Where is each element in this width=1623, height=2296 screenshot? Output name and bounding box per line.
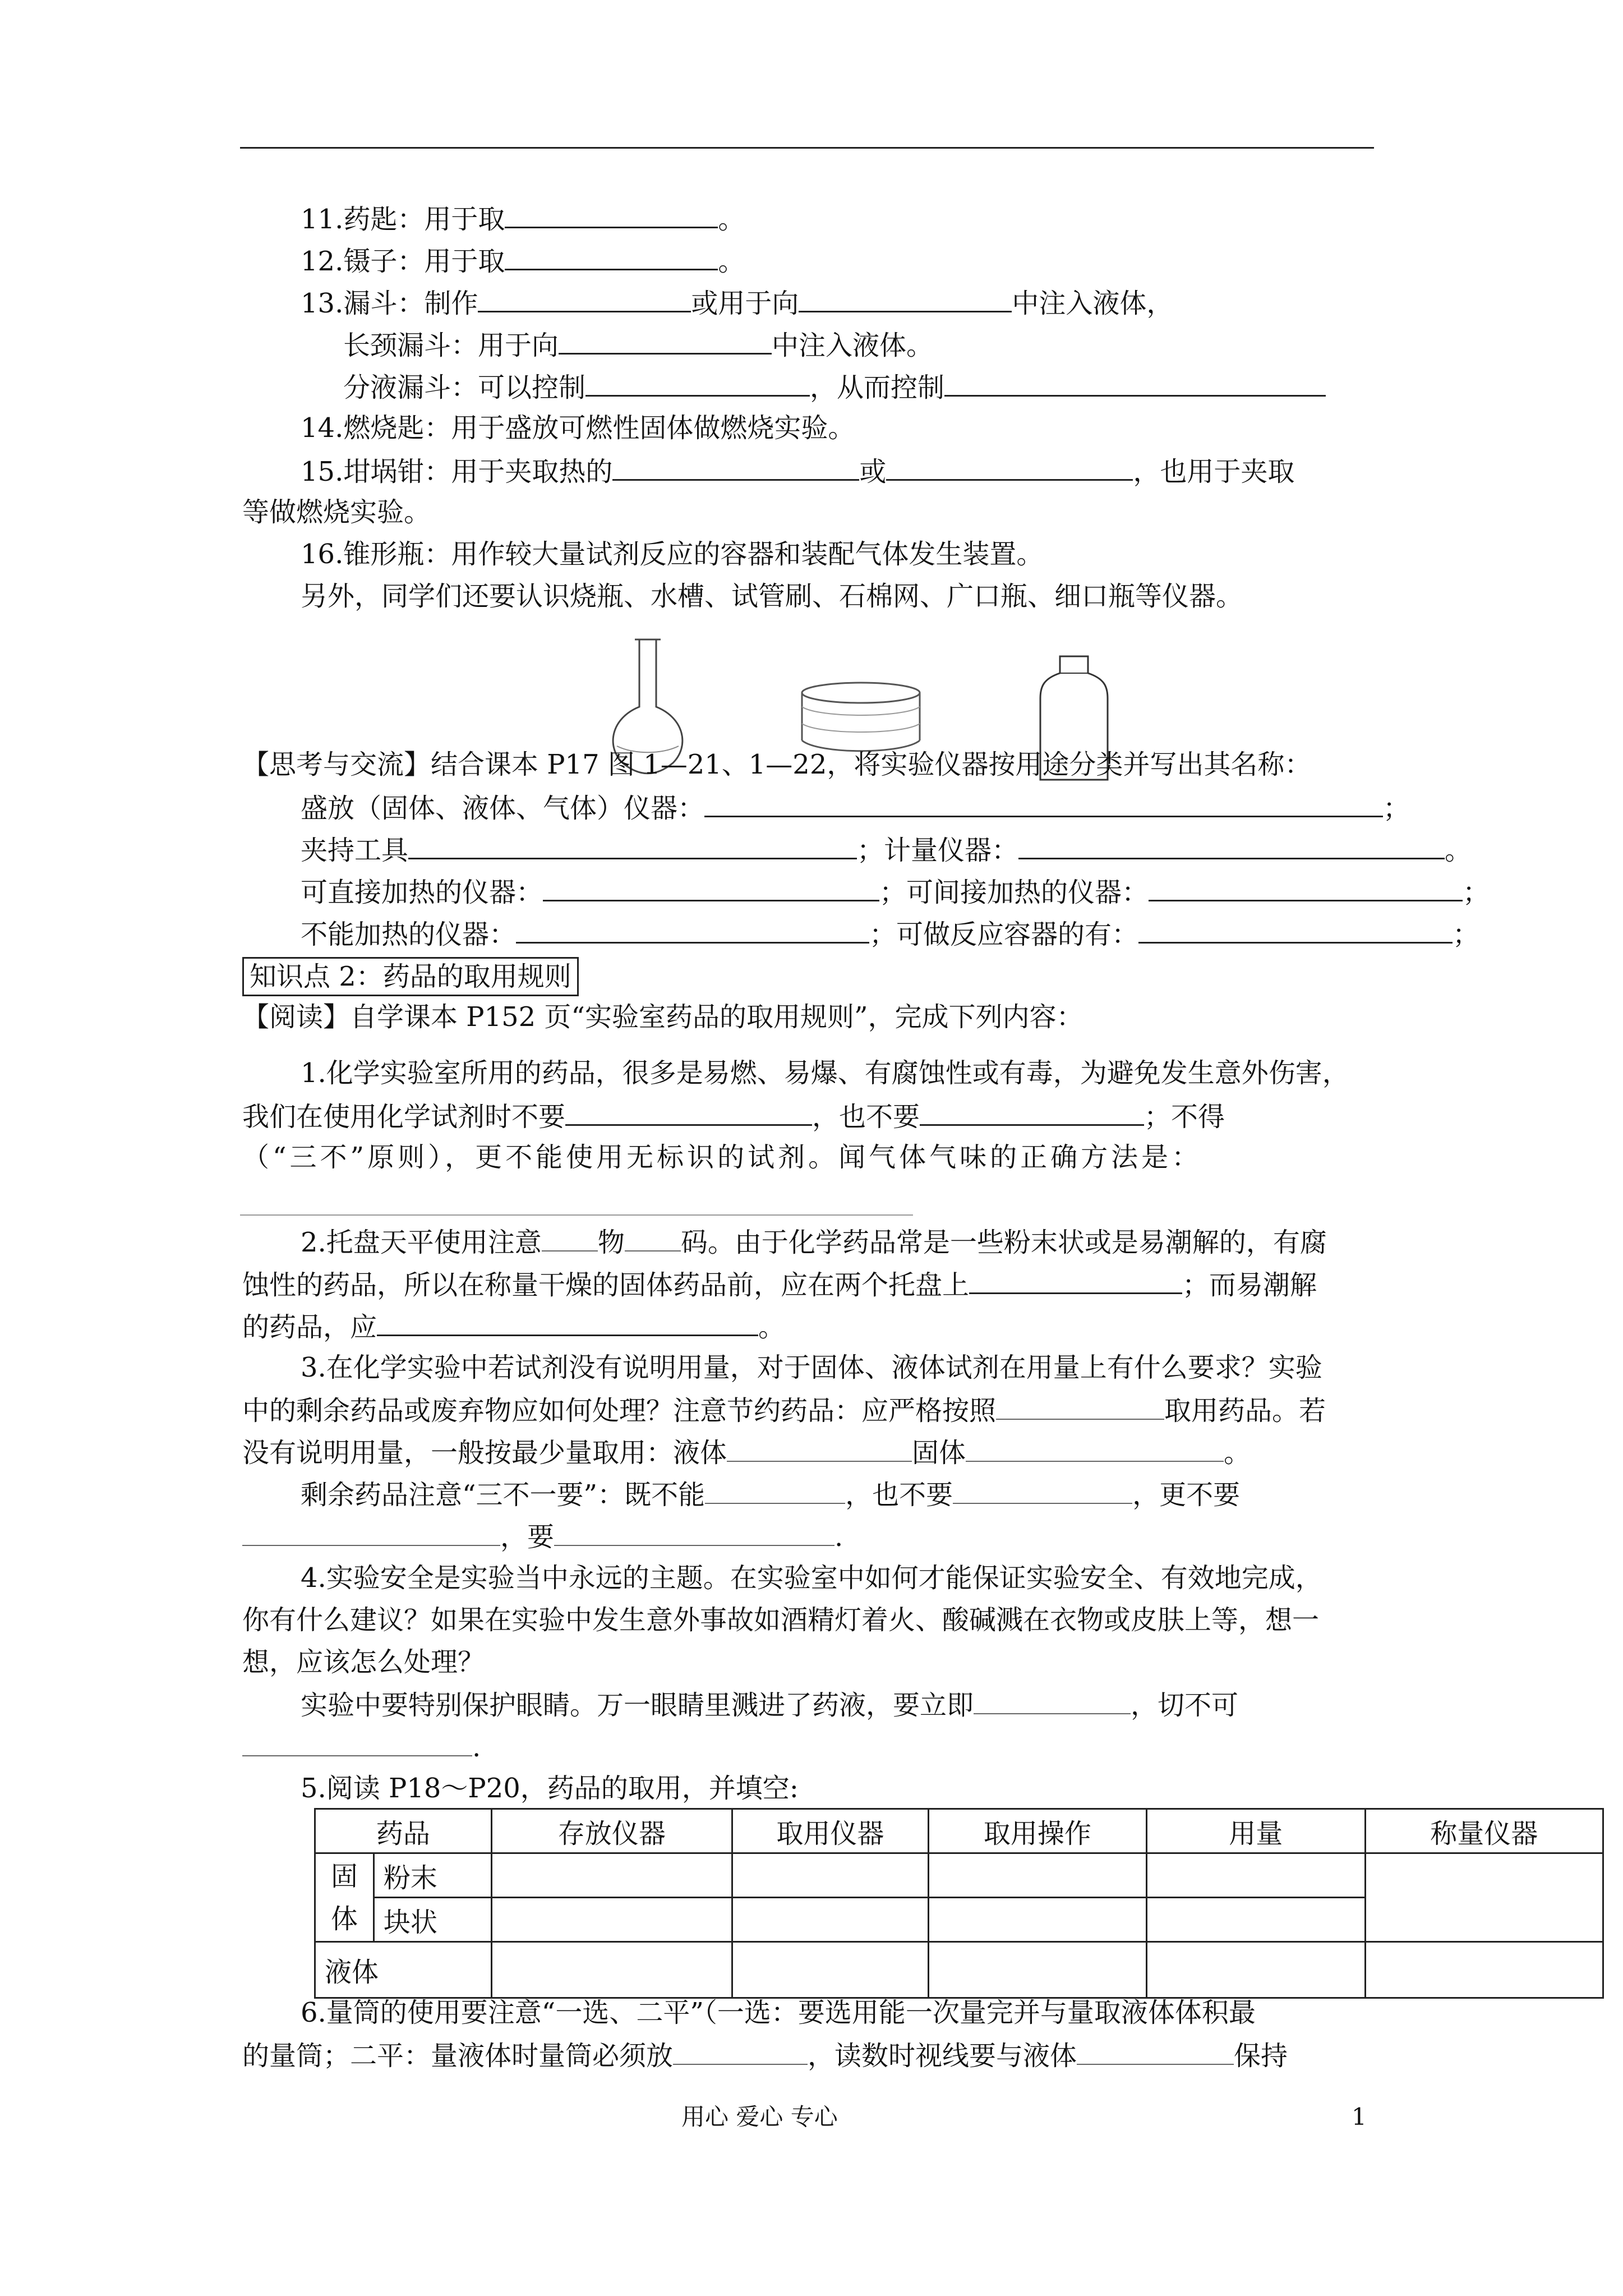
- item-14: 14.燃烧匙：用于盛放可燃性固体做燃烧实验。: [301, 412, 855, 444]
- solid-label-cell: 固 体: [315, 1853, 374, 1942]
- think-heat: 可直接加热的仪器： ；可间接加热的仪器： ；: [301, 873, 1490, 910]
- item-15-cont: 等做燃烧实验。: [242, 496, 431, 528]
- blank[interactable]: [377, 1308, 758, 1336]
- blank[interactable]: [625, 1223, 681, 1251]
- read-p2c: 的药品，应 。: [242, 1308, 785, 1345]
- header-operation: 取用操作: [928, 1809, 1146, 1853]
- read-p4e: .: [242, 1728, 481, 1765]
- header-amount: 用量: [1147, 1809, 1365, 1853]
- table-cell[interactable]: [1147, 1853, 1365, 1898]
- table-cell[interactable]: [732, 1942, 929, 1998]
- read-title: 【阅读】自学课本 P152 页“实验室药品的取用规则”，完成下列内容：: [242, 1001, 1083, 1033]
- knowledge-point-box: 知识点 2：药品的取用规则: [242, 957, 579, 996]
- read-p6a: 6.量筒的使用要注意“一选、二平”（一选：要选用能一次量完并与量取液体体积最: [301, 1997, 1256, 2028]
- blank[interactable]: [543, 873, 879, 901]
- table-row: [315, 1853, 1603, 1898]
- read-p2a: 2.托盘天平使用注意 物 码。由于化学药品常是一些粉末状或是易潮解的，有腐: [301, 1223, 1327, 1260]
- table-cell[interactable]: [1365, 1942, 1603, 1998]
- read-p6b: 的量筒；二平：量液体时量筒必须放 ，读数时视线要与液体 保持: [242, 2037, 1288, 2074]
- header-rule: [240, 147, 1374, 149]
- blank[interactable]: [478, 284, 691, 312]
- blank[interactable]: [408, 831, 857, 859]
- read-p4a: 4.实验安全是实验当中永远的主题。在实验室中如何才能保证实验安全、有效地完成，: [301, 1562, 1322, 1594]
- blank[interactable]: [542, 1223, 598, 1251]
- liquid-label: 液体: [315, 1942, 492, 1998]
- item-13-long-neck: 长颈漏斗：用于向 中注入液体。: [343, 326, 933, 364]
- blank[interactable]: [1149, 873, 1463, 901]
- blank[interactable]: [974, 1686, 1131, 1714]
- read-p1a: 1.化学实验室所用的药品，很多是易燃、易爆、有腐蚀性或有毒，为避免发生意外伤害，: [301, 1057, 1349, 1089]
- blank[interactable]: [505, 200, 718, 228]
- blank[interactable]: [1077, 2037, 1234, 2065]
- table-header-row: [315, 1809, 1603, 1853]
- read-p3c: 没有说明用量，一般按最少量取用：液体 固体 。: [242, 1434, 1251, 1471]
- header-storage: 存放仪器: [491, 1809, 732, 1853]
- table-cell[interactable]: [928, 1898, 1146, 1942]
- blank[interactable]: [944, 368, 1326, 397]
- item-12: 12.镊子：用于取 。: [301, 242, 745, 279]
- read-p3b: 中的剩余药品或废弃物应如何处理？注意节约药品：应严格按照 取用药品。若: [242, 1392, 1326, 1429]
- table-cell[interactable]: [491, 1853, 732, 1898]
- read-p3e: ，要 .: [242, 1518, 843, 1555]
- reagent-table: [314, 1808, 1604, 1999]
- blank[interactable]: [516, 915, 869, 944]
- blank[interactable]: [242, 1518, 500, 1546]
- blank[interactable]: [886, 452, 1133, 481]
- table-cell[interactable]: [491, 1942, 732, 1998]
- blank[interactable]: [585, 368, 810, 397]
- blank[interactable]: [1018, 831, 1445, 859]
- read-p3a: 3.在化学实验中若试剂没有说明用量，对于固体、液体试剂在用量上有什么要求？实验: [301, 1352, 1322, 1383]
- read-p4d: 实验中要特别保护眼睛。万一眼睛里溅进了药液，要立即 ，切不可: [301, 1686, 1238, 1723]
- read-p1b: 我们在使用化学试剂时不要 ，也不要 ；不得: [242, 1097, 1225, 1135]
- page-number: 1: [1352, 2103, 1367, 2131]
- blank[interactable]: [565, 1097, 812, 1126]
- blank[interactable]: [612, 452, 859, 481]
- item-13-separatory: 分液漏斗：可以控制 ，从而控制: [343, 368, 1326, 406]
- think-noheat: 不能加热的仪器： ；可做反应容器的有： ；: [301, 915, 1479, 953]
- blank[interactable]: [799, 284, 1012, 312]
- blank[interactable]: [704, 789, 1383, 817]
- table-cell[interactable]: [1147, 1898, 1365, 1942]
- read-p1c: （“三不”原则），更不能使用无标识的试剂。闻气体气味的正确方法是：: [242, 1142, 1202, 1173]
- read-p2b: 蚀性的药品，所以在称量干燥的固体药品前，应在两个托盘上 ；而易潮解: [242, 1266, 1317, 1303]
- blank[interactable]: [505, 242, 718, 270]
- item-13: 13.漏斗：制作 或用于向 中注入液体，: [301, 284, 1173, 321]
- table-cell[interactable]: [928, 1942, 1146, 1998]
- table-row: [315, 1942, 1603, 1998]
- table-cell[interactable]: [1365, 1853, 1603, 1942]
- table-cell[interactable]: [491, 1898, 732, 1942]
- answer-rule: [240, 1214, 913, 1216]
- blank[interactable]: [996, 1392, 1164, 1420]
- block-label: 块状: [374, 1898, 491, 1942]
- blank[interactable]: [705, 1476, 845, 1504]
- powder-label: 粉末: [374, 1853, 491, 1898]
- item-16: 16.锥形瓶：用作较大量试剂反应的容器和装配气体发生装置。: [301, 539, 1044, 570]
- think-title: 【思考与交流】结合课本 P17 图 1—21、1—22，将实验仪器按用途分类并写出其名称：: [242, 749, 1312, 780]
- blank[interactable]: [242, 1728, 472, 1756]
- blank[interactable]: [673, 2037, 808, 2065]
- table-cell[interactable]: [1147, 1942, 1365, 1998]
- blank[interactable]: [969, 1266, 1182, 1294]
- item-11: 11.药匙：用于取 。: [301, 200, 745, 237]
- blank[interactable]: [966, 1434, 1224, 1462]
- think-hold: 夹持工具 ；计量仪器： 。: [301, 831, 1472, 868]
- table-cell[interactable]: [732, 1853, 929, 1898]
- read-p4b: 你有什么建议？如果在实验中发生意外事故如酒精灯着火、酸碱溅在衣物或皮肤上等，想一: [242, 1604, 1320, 1636]
- blank[interactable]: [953, 1476, 1132, 1504]
- read-p4c: 想，应该怎么处理？: [242, 1646, 485, 1678]
- blank[interactable]: [554, 1518, 834, 1546]
- table-cell[interactable]: [732, 1898, 929, 1942]
- also-note: 另外，同学们还要认识烧瓶、水槽、试管刷、石棉网、广口瓶、细口瓶等仪器。: [301, 581, 1243, 612]
- header-reagent: 药品: [315, 1809, 492, 1853]
- header-weighing: 称量仪器: [1365, 1809, 1603, 1853]
- footer-motto: 用心 爱心 专心: [681, 2103, 838, 2131]
- read-p5: 5.阅读 P18～P20，药品的取用，并填空:: [301, 1773, 799, 1804]
- item-15: 15.坩埚钳：用于夹取热的 或 ，也用于夹取: [301, 452, 1294, 490]
- blank[interactable]: [559, 326, 772, 355]
- read-p3d: 剩余药品注意“三不一要”：既不能 ，也不要 ，更不要: [301, 1476, 1240, 1513]
- think-store: 盛放（固体、液体、气体）仪器： ；: [301, 789, 1410, 826]
- table-cell[interactable]: [928, 1853, 1146, 1898]
- blank[interactable]: [1138, 915, 1453, 944]
- blank[interactable]: [920, 1097, 1144, 1126]
- header-tool: 取用仪器: [732, 1809, 929, 1853]
- blank[interactable]: [727, 1434, 912, 1462]
